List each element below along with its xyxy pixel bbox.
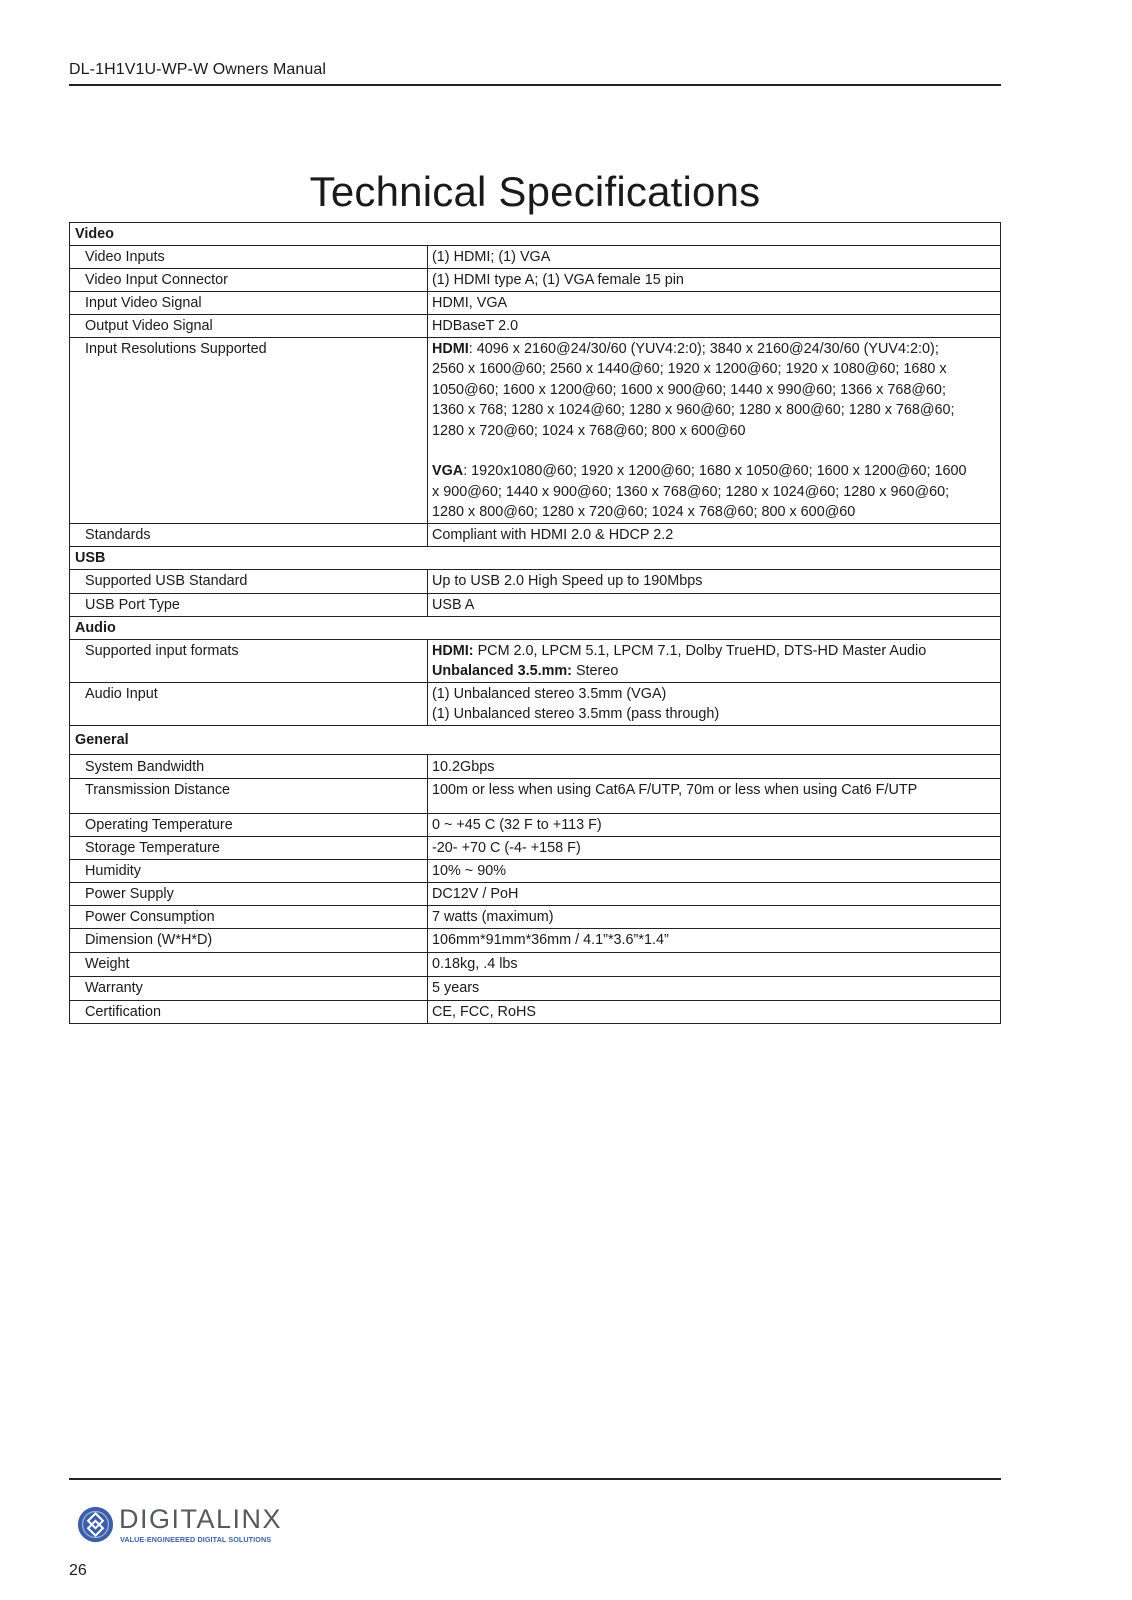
spec-label: Dimension (W*H*D) (70, 928, 428, 952)
header-title: DL-1H1V1U-WP-W Owners Manual (69, 61, 327, 78)
spec-label: Supported USB Standard (70, 569, 428, 593)
resolution-line: 1050@60; 1600 x 1200@60; 1600 x 900@60; 1440 x 990@60; 1366 x 768@60; (432, 381, 946, 398)
spec-value: DC12V / PoH (428, 882, 1001, 905)
spec-label: Humidity (70, 859, 428, 882)
audio-input-line: (1) Unbalanced stereo 3.5mm (VGA) (432, 685, 667, 702)
hdmi-resolution-label: HDMI (432, 340, 469, 357)
spec-value: Compliant with HDMI 2.0 & HDCP 2.2 (428, 523, 1001, 546)
spec-label: Weight (70, 952, 428, 976)
resolution-line: 2560 x 1600@60; 2560 x 1440@60; 1920 x 1200@60; 1920 x 1080@60; 1680 x (432, 361, 947, 377)
resolution-line: : 1920x1080@60; 1920 x 1200@60; 1680 x 1050@60; 1600 x 1200@60; 1600 (463, 463, 967, 479)
vga-resolution-label: VGA (432, 463, 464, 479)
unbalanced-audio-value: Stereo (571, 663, 619, 679)
table-row (70, 246, 1001, 269)
logo-tagline: VALUE-ENGINEERED DIGITAL SOLUTIONS (120, 1535, 272, 1544)
resolution-line: : 4096 x 2160@24/30/60 (YUV4:2:0); 3840 x 2160@24/30/60 (YUV4:2:0); (468, 340, 939, 357)
table-row (70, 268, 1001, 291)
table-row (70, 905, 1001, 928)
page-title: Technical Specifications (309, 168, 761, 216)
spec-label: Operating Temperature (70, 813, 428, 836)
section-row-general (70, 725, 1001, 754)
spec-table (69, 222, 1001, 1024)
table-row (70, 859, 1001, 882)
spec-label: Output Video Signal (70, 314, 428, 337)
spec-value: 10% ~ 90% (428, 859, 1001, 882)
spec-label: System Bandwidth (70, 754, 428, 778)
digitalinx-logo (77, 1504, 283, 1548)
spec-label: Power Consumption (70, 905, 428, 928)
spec-value: 100m or less when using Cat6A F/UTP, 70m or less when using Cat6 F/UTP (428, 778, 1001, 813)
table-row (70, 337, 1001, 523)
section-title: Video (70, 223, 1001, 246)
spec-value: CE, FCC, RoHS (428, 1000, 1001, 1023)
spec-label: Video Input Connector (70, 268, 428, 291)
spec-value: 0.18kg, .4 lbs (428, 952, 1001, 976)
table-row (70, 952, 1001, 976)
logo-wordmark: DIGITALINX (119, 1504, 283, 1534)
spec-label: Certification (70, 1000, 428, 1023)
table-row (70, 523, 1001, 546)
spec-label: Audio Input (70, 682, 428, 725)
table-row (70, 928, 1001, 952)
table-row (70, 593, 1001, 616)
resolution-line: 1280 x 800@60; 1280 x 720@60; 1024 x 768@60; 800 x 600@60 (432, 504, 856, 520)
table-row (70, 813, 1001, 836)
unbalanced-audio-label: Unbalanced 3.5.mm: (432, 663, 572, 679)
resolution-line: 1360 x 768; 1280 x 1024@60; 1280 x 960@60; 1280 x 800@60; 1280 x 768@60; (432, 402, 955, 418)
spec-label: USB Port Type (70, 593, 428, 616)
digitalinx-logo-icon (77, 1506, 114, 1543)
section-title: General (70, 725, 1001, 754)
table-row (70, 291, 1001, 314)
table-row (70, 314, 1001, 337)
hdmi-audio-label: HDMI: (432, 642, 474, 659)
section-row-audio (70, 616, 1001, 639)
spec-value: 5 years (428, 976, 1001, 1000)
section-row-video (70, 223, 1001, 246)
spec-value (428, 639, 1001, 682)
spec-value: HDBaseT 2.0 (428, 314, 1001, 337)
audio-input-line: (1) Unbalanced stereo 3.5mm (pass through) (432, 706, 720, 722)
spec-value: 106mm*91mm*36mm / 4.1”*3.6”*1.4” (428, 928, 1001, 952)
header-divider (69, 84, 1001, 86)
section-row-usb (70, 546, 1001, 569)
spec-value: HDMI, VGA (428, 291, 1001, 314)
resolution-line: 1280 x 720@60; 1024 x 768@60; 800 x 600@60 (432, 422, 746, 439)
section-title: Audio (70, 616, 1001, 639)
spec-label: Input Video Signal (70, 291, 428, 314)
hdmi-audio-value: PCM 2.0, LPCM 5.1, LPCM 7.1, Dolby TrueHD, DTS-HD Master Audio (473, 642, 927, 659)
spec-label: Transmission Distance (70, 778, 428, 813)
spec-value: USB A (428, 593, 1001, 616)
spec-label: Video Inputs (70, 246, 428, 269)
spec-label: Input Resolutions Supported (70, 337, 428, 523)
resolution-line: x 900@60; 1440 x 900@60; 1360 x 768@60; 1280 x 1024@60; 1280 x 960@60; (432, 483, 950, 500)
table-row (70, 569, 1001, 593)
table-row (70, 836, 1001, 859)
spec-label: Warranty (70, 976, 428, 1000)
spec-value: -20- +70 C (-4- +158 F) (428, 836, 1001, 859)
spec-value: (1) HDMI type A; (1) VGA female 15 pin (428, 268, 1001, 291)
spec-value: (1) HDMI; (1) VGA (428, 246, 1001, 269)
table-row (70, 639, 1001, 682)
spec-value: Up to USB 2.0 High Speed up to 190Mbps (428, 569, 1001, 593)
spec-label: Storage Temperature (70, 836, 428, 859)
spec-value (428, 682, 1001, 725)
spec-label: Power Supply (70, 882, 428, 905)
table-row (70, 882, 1001, 905)
table-row (70, 682, 1001, 725)
section-title: USB (70, 546, 1001, 569)
page-number: 26 (69, 1562, 87, 1579)
spec-value: 0 ~ +45 C (32 F to +113 F) (428, 813, 1001, 836)
spec-label: Standards (70, 523, 428, 546)
footer-divider (69, 1478, 1001, 1480)
table-row (70, 1000, 1001, 1023)
table-row (70, 778, 1001, 813)
spec-label: Supported input formats (70, 639, 428, 682)
spec-value: 7 watts (maximum) (428, 905, 1001, 928)
table-row (70, 754, 1001, 778)
spec-value: 10.2Gbps (428, 754, 1001, 778)
spec-value (428, 337, 1001, 523)
table-row (70, 976, 1001, 1000)
